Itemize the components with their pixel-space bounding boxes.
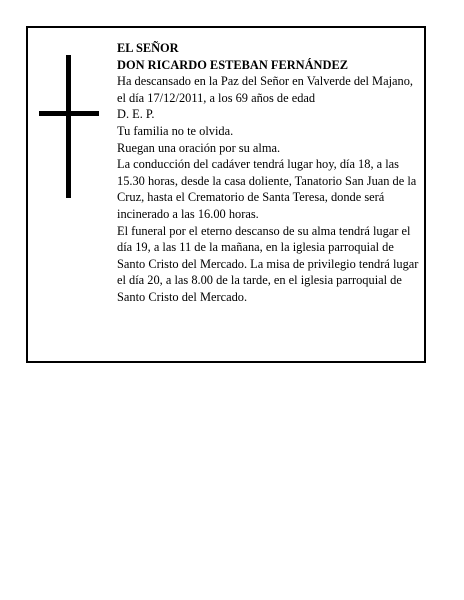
- cross-icon: [39, 55, 99, 198]
- notice-title: EL SEÑOR: [117, 41, 179, 55]
- obituary-notice: [26, 26, 426, 363]
- notice-text: [117, 40, 419, 306]
- cross-horizontal-bar: [39, 111, 99, 116]
- prayer-request: Ruegan una oración por su alma.: [117, 140, 281, 155]
- funeral-procession-details: La conducción del cadáver tendrá lugar hoy, día 18, a las 15.30 horas, desde la casa doliente, Tanatorio San Juan de la Cruz, hasta el Crematorio de Santa Teresa, donde será incinerado a las 16.00 horas.: [117, 157, 417, 221]
- cross-vertical-bar: [66, 55, 71, 198]
- funeral-mass-details: El funeral por el eterno descanso de su alma tendrá lugar el día 19, a las 11 de la mañana, en la iglesia parroquial de Santo Cristo del Mercado. La misa de privilegio tendrá lugar el día 20, a las 8.00 de la tarde, en el iglesia parroquial de Santo Cristo del Mercado.: [117, 223, 419, 304]
- family-message: Tu familia no te olvida.: [117, 123, 234, 138]
- deceased-name: DON RICARDO ESTEBAN FERNÁNDEZ: [117, 57, 348, 72]
- death-announcement: Ha descansado en la Paz del Señor en Valverde del Majano, el día 17/12/2011, a los 69 años de edad: [117, 74, 414, 105]
- rip-abbreviation: D. E. P.: [117, 107, 155, 122]
